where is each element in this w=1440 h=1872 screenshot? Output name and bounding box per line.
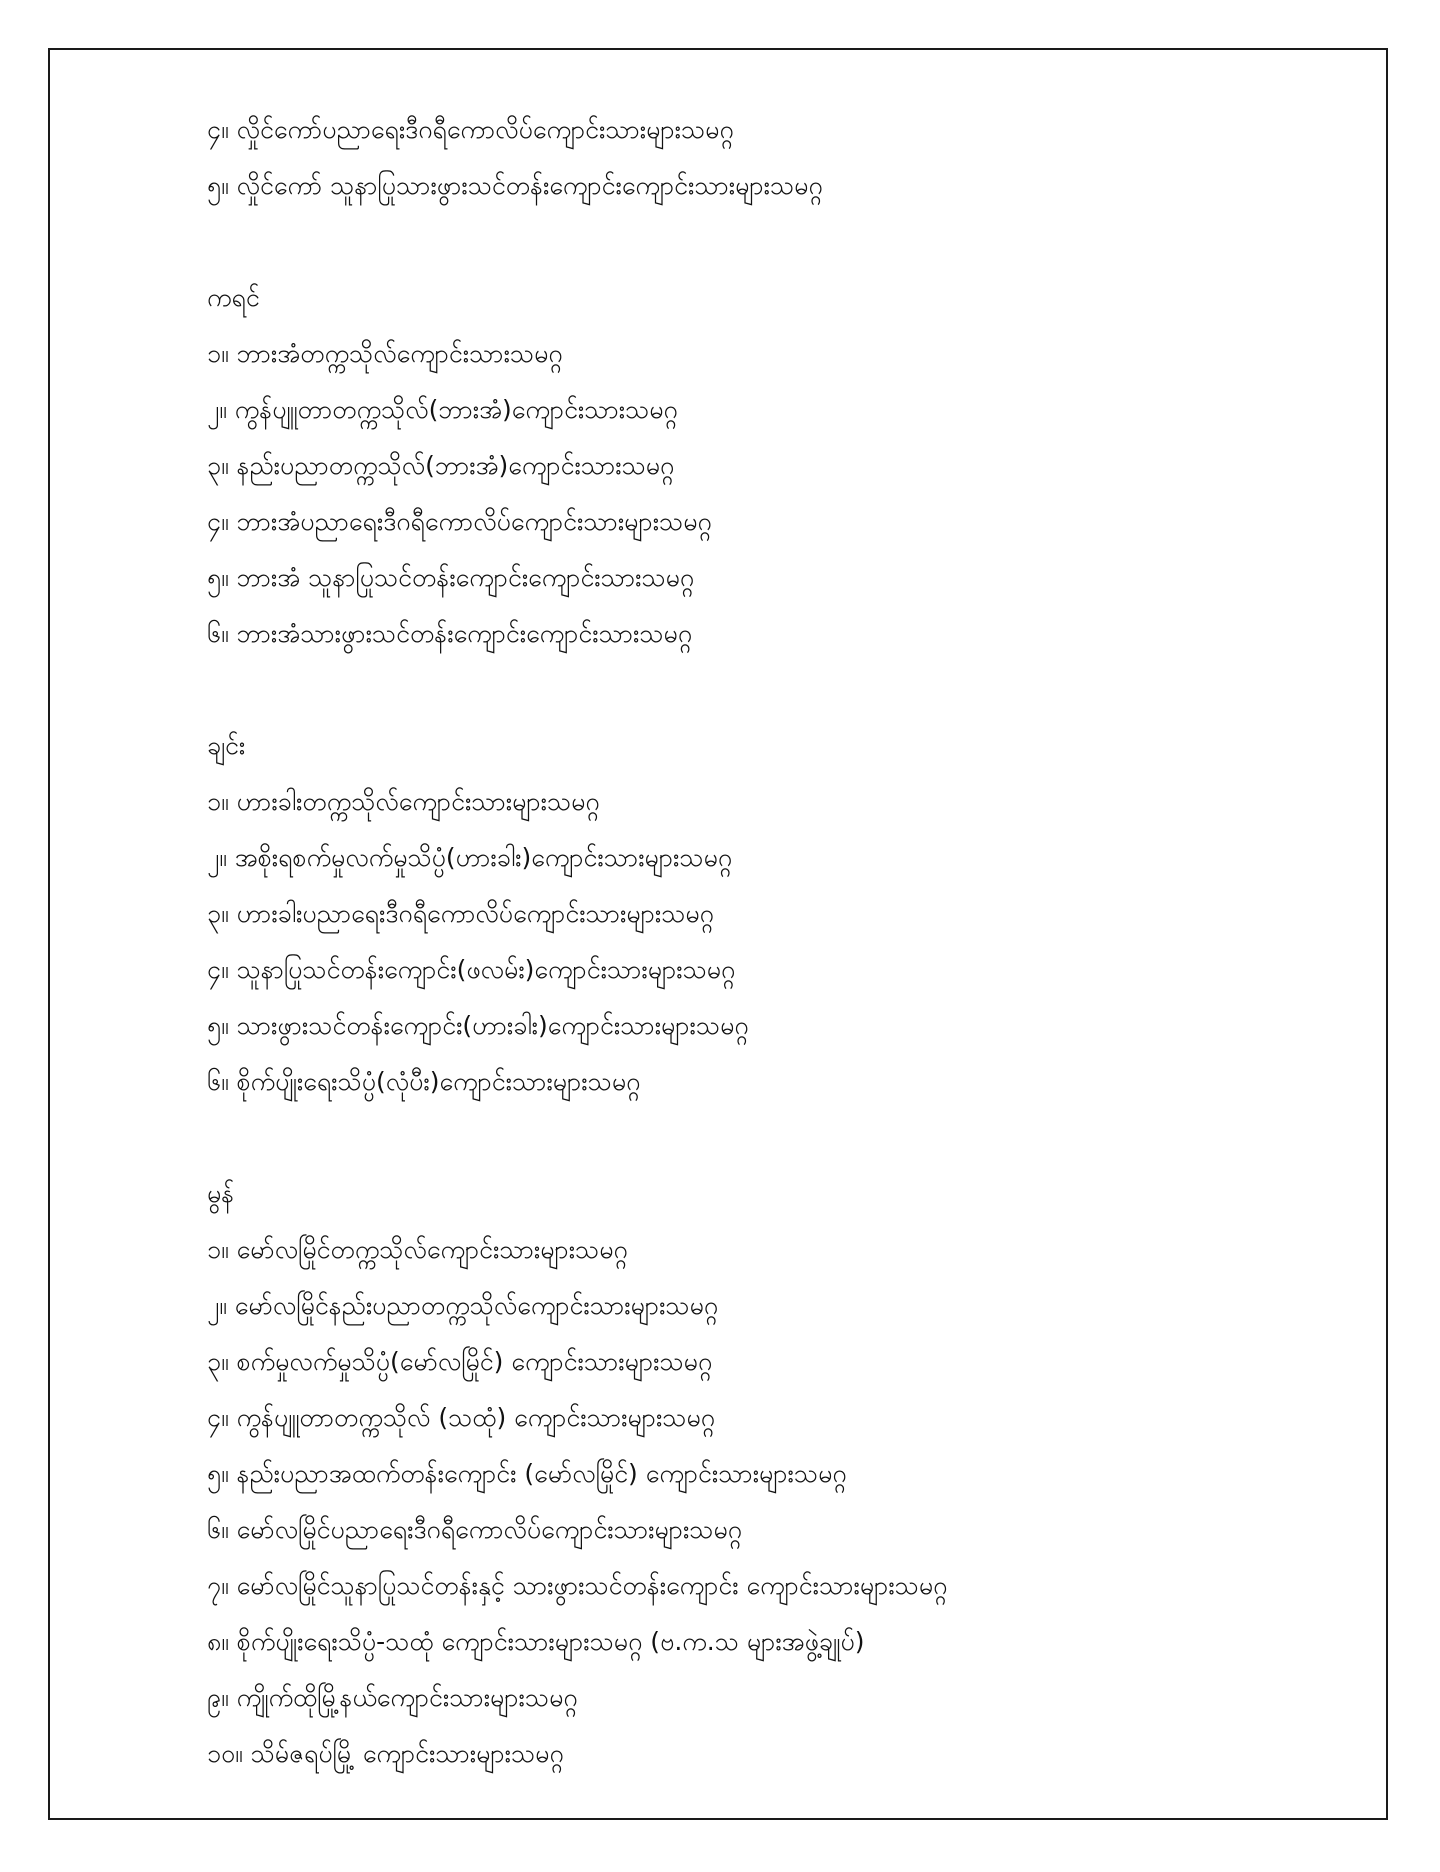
list-item: ၂။ ကွန်ပျူတာတက္ကသိုလ်(ဘားအံ)ကျောင်းသားသမဂ္ဂ	[207, 395, 678, 424]
list-item: ၉။ ကျိုက်ထိုမြို့နယ်ကျောင်းသားများသမဂ္ဂ	[207, 1683, 578, 1712]
list-item: ၁။ ဘားအံတက္ကသိုလ်ကျောင်းသားသမဂ္ဂ	[207, 339, 563, 368]
list-item: ၆။ ဘားအံသားဖွားသင်တန်းကျောင်းကျောင်းသားသမဂ္ဂ	[207, 619, 693, 648]
list-item: ၃။ ဟားခါးပညာရေးဒီဂရီကောလိပ်ကျောင်းသားများသမဂ္ဂ	[207, 899, 714, 928]
spacer	[207, 214, 1357, 270]
list-item: ၈။ စိုက်ပျိုးရေးသိပ္ပံ-သထုံ ကျောင်းသားများသမဂ္ဂ (ဗ.က.သ များအဖွဲ့ချုပ်)	[207, 1627, 865, 1656]
list-item: ၄။ လှိုင်ကော်ပညာရေးဒီဂရီကောလိပ်ကျောင်းသားများသမဂ္ဂ	[207, 115, 734, 144]
spacer	[207, 662, 1357, 718]
list-item: ၆။ မော်လမြိုင်ပညာရေးဒီဂရီကောလိပ်ကျောင်းသားများသမဂ္ဂ	[207, 1515, 743, 1544]
document-content	[207, 102, 1357, 1782]
list-item: ၅။ ဘားအံ သူနာပြုသင်တန်းကျောင်းကျောင်းသားသမဂ္ဂ	[207, 563, 695, 592]
section-heading-karen: ကရင်	[207, 283, 260, 312]
list-item: ၅။ သားဖွားသင်တန်းကျောင်း(ဟားခါး)ကျောင်းသားများသမဂ္ဂ	[207, 1011, 749, 1040]
list-item: ၁။ မော်လမြိုင်တက္ကသိုလ်ကျောင်းသားများသမဂ္ဂ	[207, 1235, 628, 1264]
list-item: ၃။ စက်မှုလက်မှုသိပ္ပံ(မော်လမြိုင်) ကျောင်းသားများသမဂ္ဂ	[207, 1347, 713, 1376]
page-frame	[48, 48, 1388, 1820]
list-item: ၃။ နည်းပညာတက္ကသိုလ်(ဘားအံ)ကျောင်းသားသမဂ္ဂ	[207, 451, 675, 480]
spacer	[207, 1110, 1357, 1166]
list-item: ၁။ ဟားခါးတက္ကသိုလ်ကျောင်းသားများသမဂ္ဂ	[207, 787, 600, 816]
list-item: ၄။ ဘားအံပညာရေးဒီဂရီကောလိပ်ကျောင်းသားများသမဂ္ဂ	[207, 507, 712, 536]
list-item: ၄။ သူနာပြုသင်တန်းကျောင်း(ဖလမ်း)ကျောင်းသားများသမဂ္ဂ	[207, 955, 736, 984]
list-item: ၂။ အစိုးရစက်မှုလက်မှုသိပ္ပံ(ဟားခါး)ကျောင်းသားများသမဂ္ဂ	[207, 843, 733, 872]
list-item: ၅။ နည်းပညာအထက်တန်းကျောင်း (မော်လမြိုင်) ကျောင်းသားများသမဂ္ဂ	[207, 1459, 847, 1488]
list-item: ၂။ မော်လမြိုင်နည်းပညာတက္ကသိုလ်ကျောင်းသားများသမဂ္ဂ	[207, 1291, 719, 1320]
list-item: ၇။ မော်လမြိုင်သူနာပြုသင်တန်းနှင့် သားဖွားသင်တန်းကျောင်း ကျောင်းသားများသမဂ္ဂ	[207, 1571, 948, 1600]
list-item: ၄။ ကွန်ပျူတာတက္ကသိုလ် (သထုံ) ကျောင်းသားများသမဂ္ဂ	[207, 1403, 716, 1432]
list-item: ၆။ စိုက်ပျိုးရေးသိပ္ပံ(လုံပီး)ကျောင်းသားများသမဂ္ဂ	[207, 1067, 641, 1096]
list-item: ၅။ လှိုင်ကော် သူနာပြုသားဖွားသင်တန်းကျောင်းကျောင်းသားများသမဂ္ဂ	[207, 171, 823, 200]
list-item: ၁၀။ သိမ်ဇရပ်မြို့ ကျောင်းသားများသမဂ္ဂ	[207, 1739, 564, 1768]
section-heading-chin: ချင်း	[207, 731, 246, 760]
section-heading-mon: မွန်	[207, 1179, 235, 1208]
